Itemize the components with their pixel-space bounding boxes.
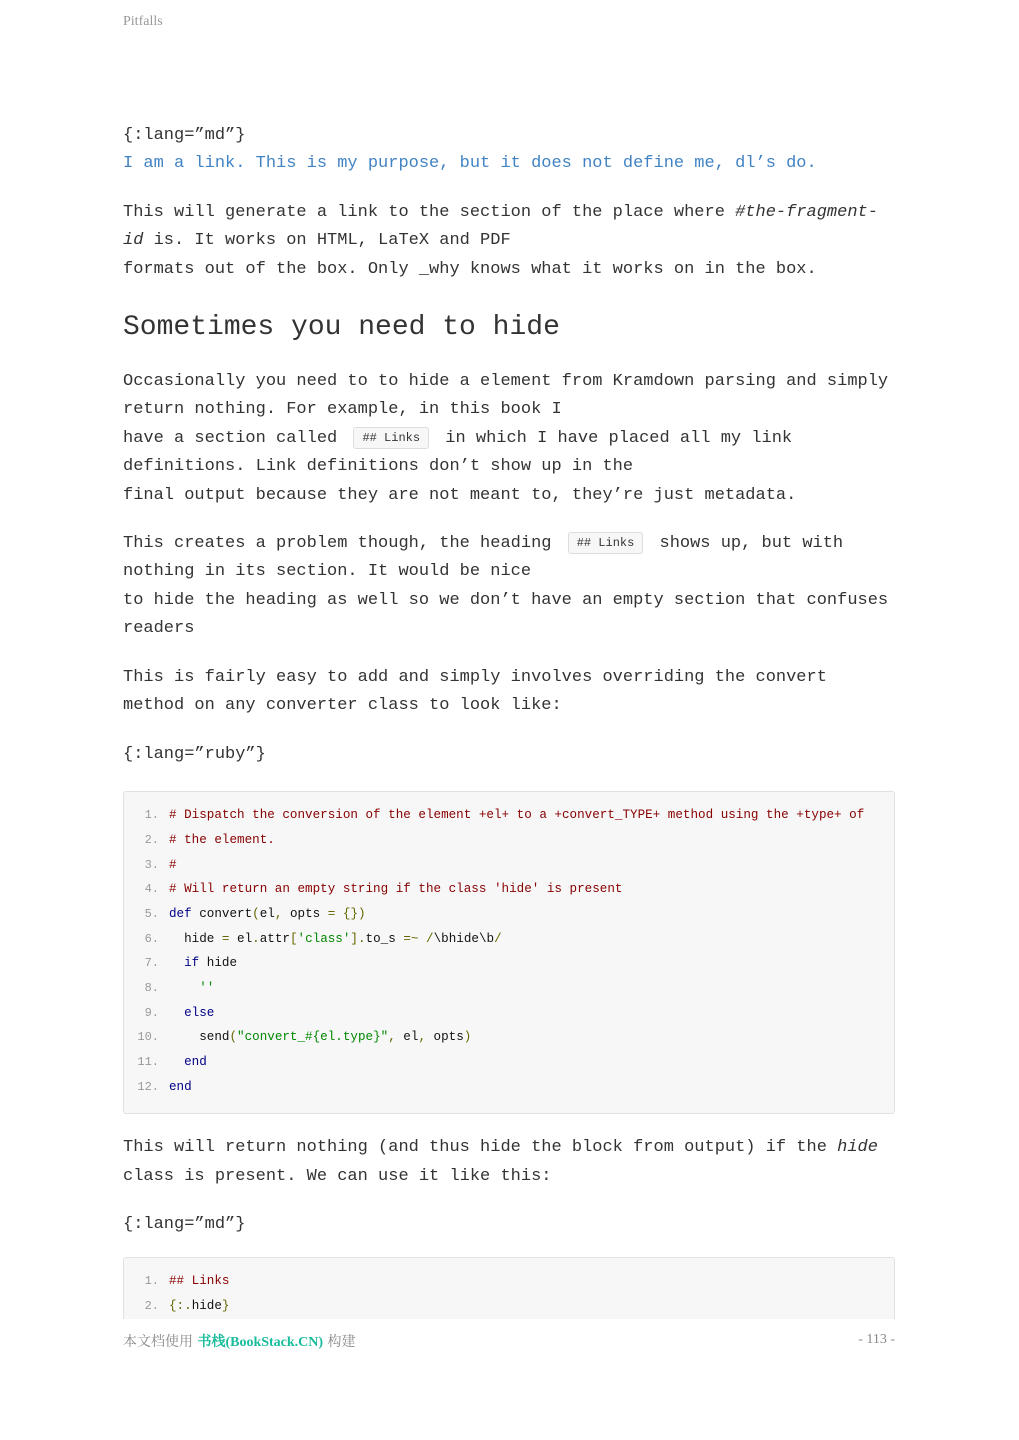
paragraph-hide-intro: Occasionally you need to to hide a element from Kramdown parsing and simply return nothing. For example, in this book I have a section called ## Links in which I have placed all my link definitions. Link definitions don’t show up in the final output because they are not meant to, they’re just metadata. <box>123 372 889 505</box>
code-line: 12. end <box>137 1079 192 1094</box>
bookstack-link[interactable]: 书栈(BookStack.CN) <box>197 1335 324 1350</box>
paragraph-problem: This creates a problem though, the heading ## Links shows up, but with nothing in its section. It would be nice to hide the heading as well so we don’t have an empty section that confuses readers <box>123 534 889 639</box>
page-content <box>123 122 895 1259</box>
code-line: 1. ## Links <box>144 1274 230 1289</box>
code-line: 2. {:. hide } <box>144 1299 230 1314</box>
paragraph-result: This will return nothing (and thus hide the block from output) if the hide class is present. We can use it like this: <box>123 1138 878 1186</box>
code-block-md-clipped <box>123 1257 895 1319</box>
lang-attribute: {:lang=”ruby”} <box>123 744 266 764</box>
section-heading: Sometimes you need to hide <box>123 312 560 344</box>
code-line: 6. hide = el . attr [ 'class' ]. to_s =~ / \bhide\b / <box>144 931 502 946</box>
paragraph-fragment-link: This will generate a link to the section of the place where #the-fragment-id is. It works on HTML, LaTeX and PDF formats out of the box. Only _why knows what it works on in the box. <box>123 202 878 279</box>
inline-code: ## Links <box>568 532 644 554</box>
example-link[interactable]: I am a link. This is my purpose, but it does not define me, dl’s do. <box>123 154 817 174</box>
code-block-md <box>123 1257 895 1319</box>
code-line: 3. # <box>144 857 177 872</box>
lang-attribute: {:lang=”md”} <box>123 1214 246 1234</box>
code-line: 2. # the element. <box>144 832 275 847</box>
paragraph-override: This is fairly easy to add and simply involves overriding the convert method on any converter class to look like: <box>123 667 827 716</box>
code-line: 8. '' <box>144 981 215 996</box>
lang-attribute: {:lang=”md”} <box>123 126 246 145</box>
inline-code: ## Links <box>353 427 429 449</box>
page-number: - 113 - <box>858 1332 895 1347</box>
code-block-ruby <box>123 791 895 1114</box>
code-line: 7. if hide <box>144 956 238 971</box>
code-line: 4. # Will return an empty string if the class 'hide' is present <box>144 882 623 897</box>
footer-credit: 本文档使用 书栈(BookStack.CN) 构建 <box>123 1334 356 1350</box>
code-line: 11. end <box>137 1055 207 1070</box>
code-line: 1. # Dispatch the conversion of the element +el+ to a +convert_TYPE+ method using the +type+ of <box>144 808 865 823</box>
running-header: Pitfalls <box>123 14 163 29</box>
code-line: 10. send ( "convert_#{el.type}" , el , opts ) <box>137 1030 472 1045</box>
code-line: 9. else <box>144 1005 215 1020</box>
code-line: 5. def convert ( el , opts = {}) <box>144 907 366 921</box>
